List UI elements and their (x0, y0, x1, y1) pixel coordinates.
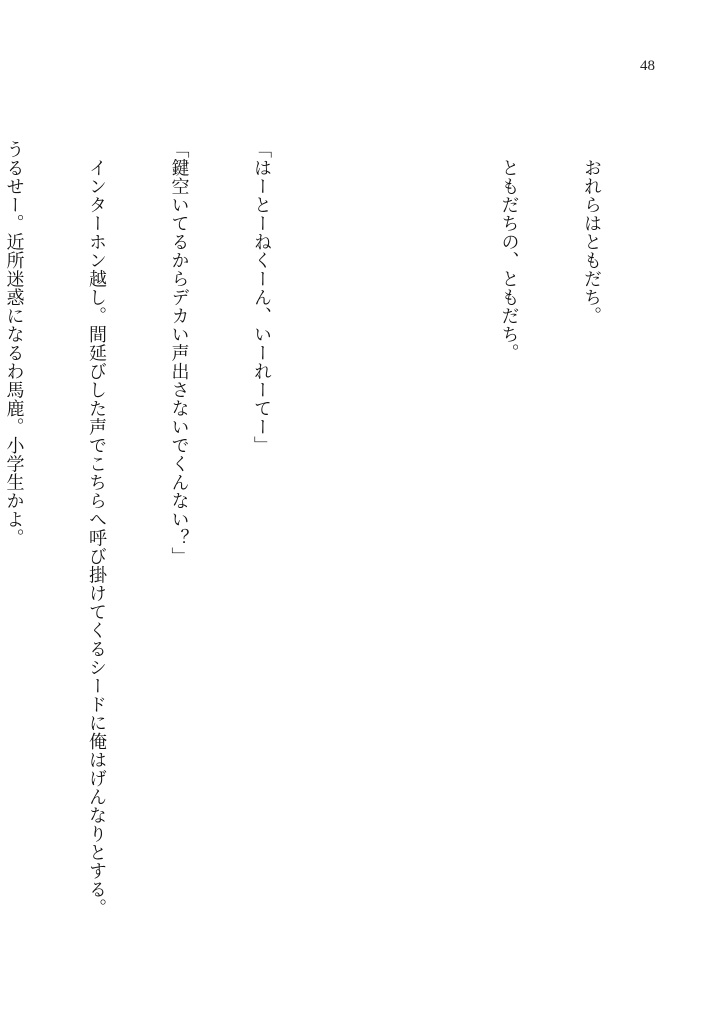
blank-line (413, 140, 441, 940)
text-line: ともだちの、ともだち。 (498, 140, 520, 362)
text-line: おれらはともだち。 (581, 140, 602, 325)
text-line: 「はーとーねくーん、いーれーてー」 (251, 140, 272, 455)
page-number: 48 (640, 58, 655, 74)
text-line: うるせー。近所迷惑になるわ馬鹿。小学生かよ。 (3, 140, 25, 547)
text-line: インターホン越し。間延びした声でこちらへ呼び掛けてくるシードに俺はげんなりとする。 (86, 140, 107, 917)
vertical-text-body (0, 140, 660, 940)
text-line: 「鍵空いてるからデカい声出さないでくんない？」 (168, 140, 190, 566)
blank-line (330, 140, 358, 940)
